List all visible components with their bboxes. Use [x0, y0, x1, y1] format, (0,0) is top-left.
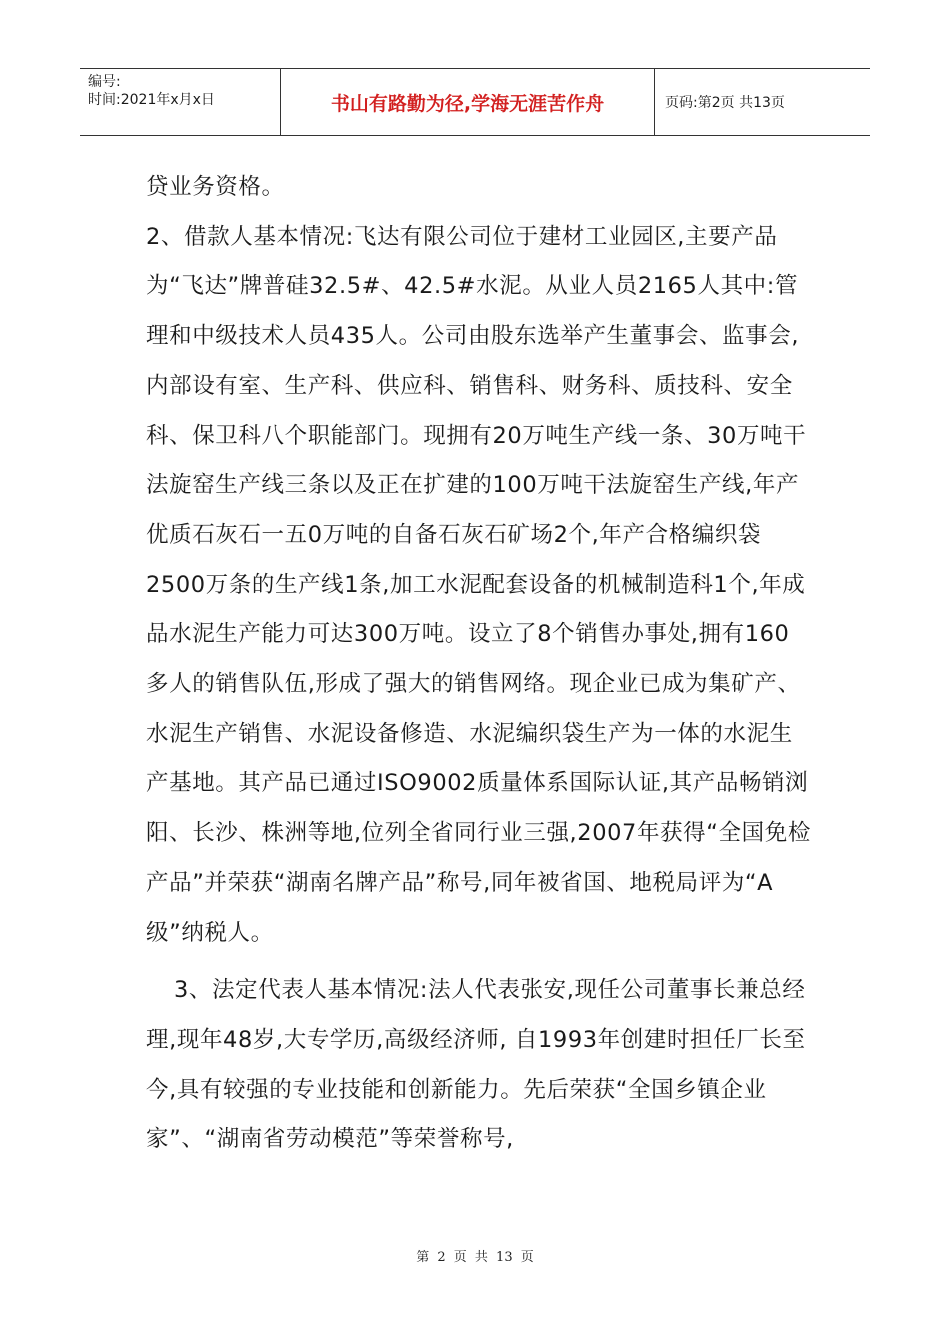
header-motto: 书山有路勤为径,学海无涯苦作舟 — [281, 69, 655, 135]
paragraph-legal-representative: 3、法定代表人基本情况:法人代表张安,现任公司董事长兼总经理,现年48岁,大专学历,高级经济师, 自1993年创建时担任厂长至今,具有较强的专业技能和创新能力。先后荣获“全国乡镇企业家”、“湖南省劳动模范”等荣誉称号, — [146, 977, 806, 1153]
header-meta — [80, 69, 281, 135]
paragraph-continuation: 贷业务资格。 — [146, 174, 285, 200]
page-footer: 第 2 页 共 13 页 — [416, 1250, 534, 1265]
serial-label: 编号: — [88, 74, 121, 90]
page-header — [80, 68, 870, 136]
header-page-info: 页码:第2页 共13页 — [665, 95, 785, 111]
time-label: 时间:2021年x月x日 — [88, 92, 215, 108]
document-body — [146, 163, 812, 1165]
paragraph-borrower-info: 2、借款人基本情况:飞达有限公司位于建材工业园区,主要产品为“飞达”牌普硅32.5#、42.5#水泥。从业人员2165人其中:管理和中级技术人员435人。公司由股东选举产生董事会、监事会,内部设有室、生产科、供应科、销售科、财务科、质技科、安全科、保卫科八个职能部门。现拥有20万吨生产线一条、30万吨干法旋窑生产线三条以及正在扩建的100万吨干法旋窑生产线,年产优质石灰石一五0万吨的自备石灰石矿场2个,年产合格编织袋2500万条的生产线1条,加工水泥配套设备的机械制造科1个,年成品水泥生产能力可达300万吨。设立了8个销售办事处,拥有160多人的销售队伍,形成了强大的销售网络。现企业已成为集矿产、水泥生产销售、水泥设备修造、水泥编织袋生产为一体的水泥生产基地。其产品已通过ISO9002质量体系国际认证,其产品畅销浏阳、长沙、株洲等地,位列全省同行业三强,2007年获得“全国免检产品”并荣获“湖南名牌产品”称号,同年被省国、地税局评为“A级”纳税人。 — [146, 223, 811, 946]
